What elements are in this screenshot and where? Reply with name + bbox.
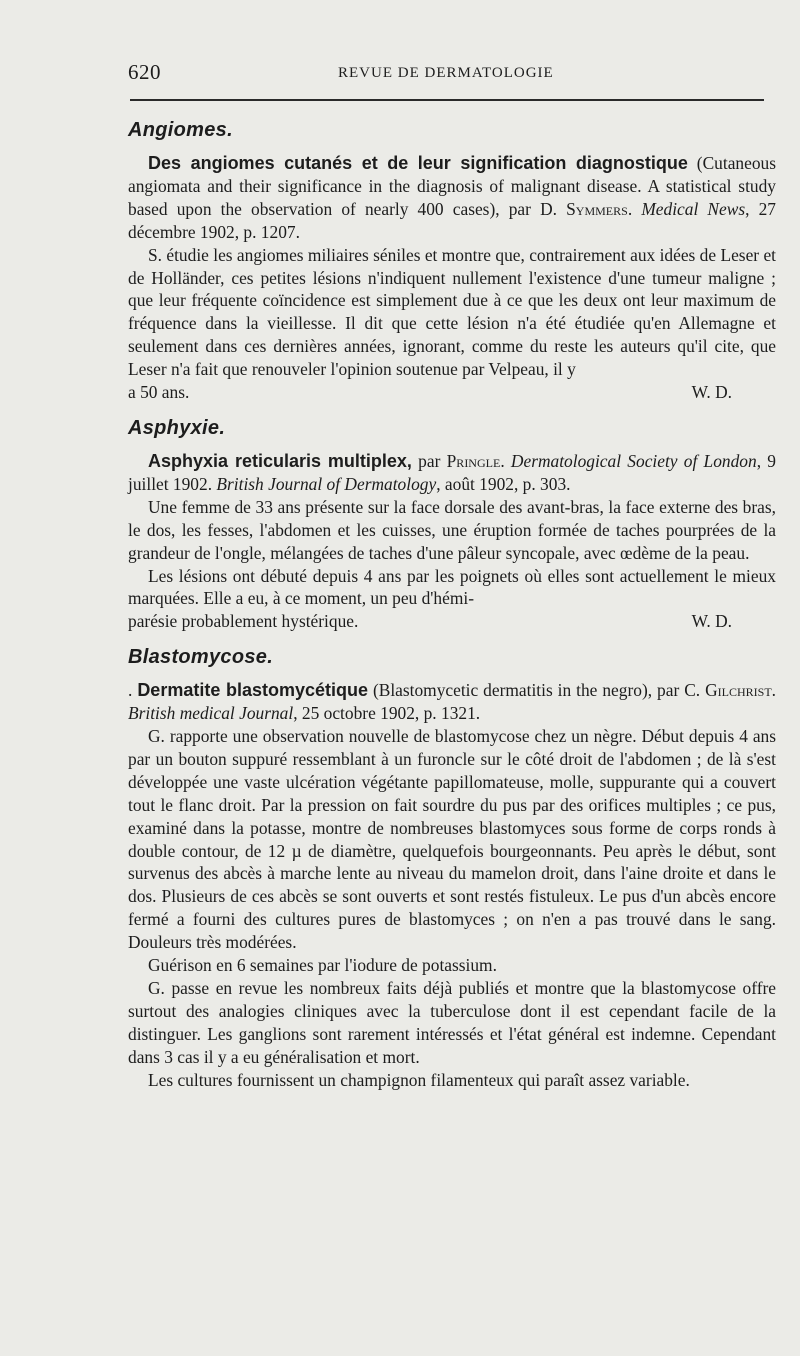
citation-journal: Dermatological Society of London (510, 450, 757, 471)
paragraph: Une femme de 33 ans présente sur la face dorsale des avant-bras, la face externe des bras, le dos, les fesses, l'abdomen et les cuisses, une éruption formée de taches pourprées de la grandeur de l'ongle, mélangées de taches d'une pâleur syncopale, avec œdème de la peau. (128, 496, 776, 563)
paragraph: Les lésions ont débuté depuis 4 ans par les poignets où elles sont actuellement le mieux marquées. Elle a eu, à ce moment, un peu d'hémi- (128, 565, 776, 609)
paragraph: Les cultures fournissent un champignon filamenteux qui paraît assez variable. (148, 1069, 690, 1090)
entry-title: Dermatite blastomycétique (137, 680, 368, 701)
citation-journal: Medical News (641, 198, 746, 219)
last-line: parésie probablement hystérique. (128, 611, 359, 632)
citation-text: (Blastomycetic dermatitis in the negro), par C. (368, 680, 706, 701)
entry-title: Des angiomes cutanés et de leur signification diagnostique (148, 153, 688, 173)
citation-date: , 25 octobre 1902, p. 1321. (293, 703, 481, 724)
citation-author: Symmers (566, 198, 628, 219)
paragraph: G. passe en revue les nombreux faits déjà publiés et montre que la blastomycose offre surtout des analogies cliniques avec la tuberculose dont il est cependant facile de la distinguer. Les ganglions sont rarement intéressés et l'état général est indemne. Cependant dans 3 cas il y a eu généralisation et mort. (128, 978, 776, 1067)
closing-line (128, 610, 776, 633)
citation-text: (Cutaneous angiomata and their significance in the diagnosis of malignant disease. A statistical study based upon the observation of nearly 400 cases), par D. (128, 153, 777, 219)
section-angiomes (128, 117, 776, 404)
citation-author: Gilchrist (705, 680, 772, 701)
author-signature: W. D. (691, 611, 732, 632)
section-blastomycose (128, 644, 776, 1091)
page-number: 620 (128, 60, 161, 84)
page-header (128, 60, 764, 90)
citation-journal: British medical Journal (128, 703, 294, 724)
page-content (128, 117, 776, 1092)
entry-heading: . Dermatite blastomycétique (Blastomycetic dermatitis in the negro), par C. Gilchrist. British medical Journal, 25 octobre 1902, p. 1321. (128, 680, 777, 724)
header-rule (130, 99, 764, 101)
paragraph: G. rapporte une observation nouvelle de blastomycose chez un nègre. Début depuis 4 ans par un bouton suppuré ressemblant à un furoncle sur le côté droit de l'abdomen ; de là s'est développée une vaste ulcération végétante papillomateuse, molle, suppurante qui a couvert tout le flanc droit. Par la pression on fait sourdre du pus par des orifices multiples ; ce pus, examiné dans la potasse, montre de nombreuses blastomyces sous forme de corps ronds à double contour, de 12 µ de diamètre, quelquefois bourgeonnants. Peu après le début, sont survenus des abcès à marche lente au niveau du mamelon droit, dans l'aine droite et dans le dos. Plusieurs de ces abcès se sont ouverts et sont restés fistuleux. Le pus d'un abcès encore fermé a fourni des cultures pures de blastomyces ; on n'en a pas trouvé dans le sang. Douleurs très modérées. (128, 726, 776, 953)
author-signature: W. D. (691, 382, 732, 403)
running-head: REVUE DE DERMATOLOGIE (338, 65, 554, 81)
paragraph: Guérison en 6 semaines par l'iodure de potassium. (148, 955, 497, 976)
entry-heading: Asphyxia reticularis multiplex, par Pringle. Dermatological Society of London, 9 juillet 1902. British Journal of Dermatology, août 1902, p. 303. (128, 450, 776, 494)
citation-journal-2: British Journal of Dermatology (216, 473, 437, 494)
closing-line (128, 381, 776, 404)
section-title: Angiomes. (128, 119, 233, 141)
section-title: Asphyxie. (128, 416, 226, 439)
citation-date: , 27 décembre 1902, p. 1207. (128, 198, 777, 242)
entry-heading: Des angiomes cutanés et de leur signification diagnostique (Cutaneous angiomata and their significance in the diagnosis of malignant disease. A statistical study based upon the observation of nearly 400 cases), par D. Symmers. Medical News, 27 décembre 1902, p. 1207. (128, 153, 777, 242)
citation-author: Pringle (446, 450, 501, 471)
citation-date: , août 1902, p. 303. (436, 473, 571, 494)
last-line: a 50 ans. (128, 382, 190, 403)
entry-title: Asphyxia reticularis multiplex, (148, 450, 412, 471)
section-title: Blastomycose. (128, 646, 274, 669)
section-asphyxie (128, 415, 776, 633)
paragraph: S. étudie les angiomes miliaires séniles et montre que, contrairement aux idées de Leser et de Holländer, ces petites lésions n'indiquent nullement l'existence d'une tumeur maligne ; que leur fréquente coïncidence est simplement due à ce que les deux ont leur maximum de fréquence dans la vieillesse. Il dit que cette lésion n'a été étudiée qu'en Allemagne et seulement dans ces dernières années, ignorant, comme du reste les auteurs qu'il cite, que Leser n'a fait que renouveler l'opinion soutenue par Velpeau, il y (128, 244, 776, 380)
